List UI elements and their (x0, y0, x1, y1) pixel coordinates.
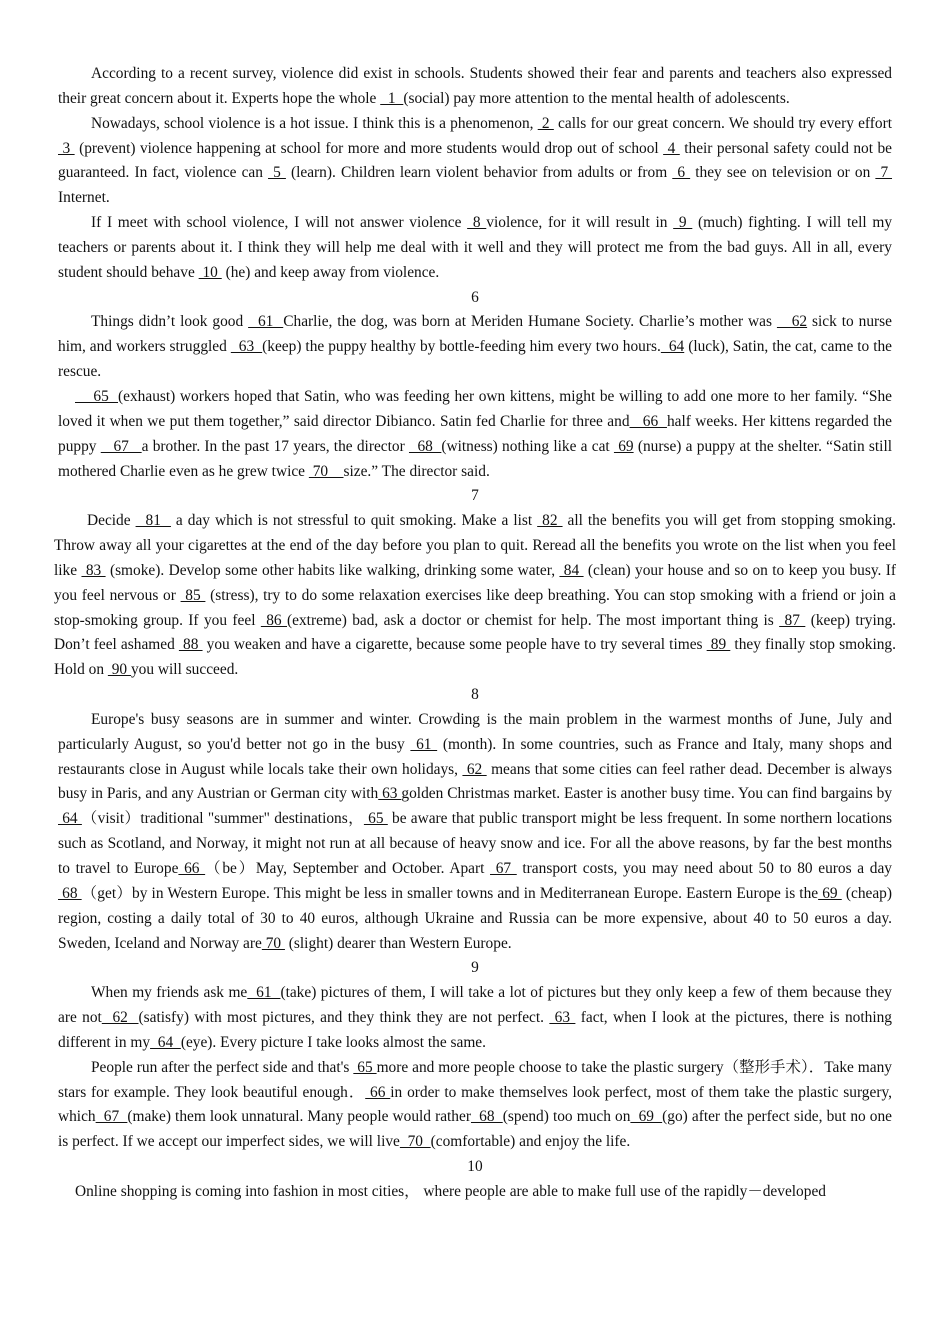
answer-blank: 69 (613, 437, 634, 455)
text-run: (social) pay more attention to the mental health of adolescents. (403, 89, 790, 107)
answer-blank: 68 (470, 1108, 503, 1126)
answer-blank: 70 (261, 934, 285, 952)
text-run: Online shopping is coming into fashion in most cities， where people are able to make full use of the rapidly－developed (75, 1182, 826, 1200)
answer-blank: 61 (410, 735, 438, 753)
text-run: means that some cities can feel rather dead. December is always busy in Paris, and any Austrian or German city with (58, 760, 892, 803)
text-run: sick to nurse him, and workers struggled (58, 313, 892, 356)
answer-blank: 65 (75, 387, 119, 405)
answer-blank: 66 (178, 860, 206, 877)
text-run: they see on television or on (690, 164, 876, 182)
answer-blank: 3 (58, 139, 75, 157)
paragraph (58, 211, 892, 286)
text-run: calls for our great concern. We should try every effort (553, 114, 892, 132)
section-number (0, 683, 950, 708)
paragraph (58, 62, 892, 112)
answer-blank: 87 (779, 611, 806, 629)
answer-blank: 1 (380, 89, 404, 107)
answer-blank: 70 (399, 1133, 431, 1151)
text-run: (clean) your house and so on to keep you busy. If you feel nervous or (54, 561, 896, 604)
text-run: Internet. (58, 189, 110, 207)
text-run: If I meet with school violence, I will not answer violence (91, 214, 468, 232)
section-number (0, 484, 950, 509)
answer-blank: 62 (462, 760, 487, 778)
text-run: (slight) dearer than Western Europe. (284, 934, 512, 952)
answer-blank: 89 (706, 636, 731, 654)
text-run: golden Christmas market. Easter is another busy time. You can find bargains by (401, 785, 893, 803)
text-run: fact, when I look at the pictures, there is nothing different in my (58, 1009, 892, 1051)
paragraph (58, 385, 892, 484)
text-run: be aware that public transport might be less frequent. In some northern locations such as Scotland, and Norway, it might not run at all because of heavy snow and ice. For all the above reasons, by far the best months to travel to Europe (58, 810, 893, 877)
text-run: （be）May, September and October. Apart (205, 860, 491, 877)
text-run: a brother. In the past 17 years, the director (141, 437, 409, 455)
text-run: violence, for it will result in (486, 214, 674, 232)
answer-blank: 10 (198, 263, 222, 281)
paragraph (58, 708, 892, 956)
section-number (0, 286, 950, 311)
text-run: 9 (471, 959, 479, 977)
answer-blank: 66 (629, 412, 667, 430)
answer-blank: 81 (135, 512, 171, 530)
text-run: (extreme) bad, ask a doctor or chemist for help. The most important thing is (287, 611, 780, 629)
text-run: (prevent) violence happening at school for more and more students would drop out of school (74, 139, 664, 157)
answer-blank: 68 (58, 884, 82, 902)
text-run: size.” The director said. (343, 462, 490, 480)
answer-blank: 83 (81, 561, 106, 579)
answer-blank: 70 (308, 462, 344, 480)
answer-blank: 6 (672, 164, 691, 182)
answer-blank: 63 (549, 1009, 576, 1027)
text-run: (take) pictures of them, I will take a lot of pictures but they only keep a few of them because they are not (58, 984, 892, 1027)
document-page (0, 62, 950, 1205)
text-run: (cheap) region, costing a daily total of 30 to 40 euros, although Ukraine and Russia can be more expensive, about 40 to 50 euros a day. Sweden, Iceland and Norway are (58, 884, 893, 952)
answer-blank: 65 (363, 810, 388, 828)
answer-blank: 86 (260, 611, 288, 629)
section-number (0, 956, 950, 981)
text-run: (stress), try to do some relaxation exercises like deep breathing. You can stop smoking with a friend or join a stop-smoking group. If you feel (54, 586, 896, 629)
text-run: （get）by in Western Europe. This might be less in smaller towns and in Mediterranean Europe. Eastern Europe is the (81, 884, 819, 902)
answer-blank: 62 (101, 1009, 139, 1027)
text-run: (nurse) a puppy at the shelter. “Satin still mothered Charlie even as he grew twice (58, 437, 892, 480)
text-run: (make) them look unnatural. Many people would rather (127, 1108, 471, 1126)
text-run: they finally stop smoking. Hold on (54, 636, 896, 679)
text-run: Europe's busy seasons are in summer and winter. Crowding is the main problem in the warmest months of June, July and particularly August, so you'd better not go in the busy (58, 710, 892, 753)
text-run: you weaken and have a cigarette, because some people have to try several times (202, 636, 707, 654)
text-run: their personal safety could not be guaranteed. In fact, violence can (58, 139, 893, 182)
text-run: in order to make themselves look perfect, most of them take the plastic surgery, which (58, 1083, 892, 1126)
text-run: all the benefits you will get from stopping smoking. Throw away all your cigarettes at the end of the day before you plan to quit. Reread all the benefits you wrote on the list when you feel like (54, 512, 896, 579)
paragraph (58, 310, 892, 385)
paragraph (58, 1056, 892, 1155)
text-run: (go) after the perfect side, but no one is perfect. If we accept our imperfect sides, we will live (58, 1108, 893, 1151)
text-run: (comfortable) and enjoy the life. (430, 1133, 631, 1151)
text-run: (he) and keep away from violence. (221, 263, 440, 281)
text-run: 7 (471, 487, 479, 505)
answer-blank: 88 (178, 636, 203, 654)
text-run: (month). In some countries, such as France and Italy, many shops and restaurants close in August while locals take their own holidays, (58, 735, 892, 778)
text-run: (smoke). Develop some other habits like walking, drinking some water, (105, 561, 560, 579)
answer-blank: 67 (490, 860, 517, 877)
text-run: half weeks. Her kittens regarded the puppy (58, 412, 892, 455)
text-run: According to a recent survey, violence did exist in schools. Students showed their fear and parents and teachers also expressed their great concern about it. Experts hope the whole (58, 65, 892, 107)
answer-blank: 69 (818, 884, 842, 902)
text-run: transport costs, you may need about 50 to 80 euros a day (516, 860, 892, 877)
answer-blank: 7 (875, 164, 893, 182)
text-run: When my friends ask me (91, 984, 248, 1002)
text-run: (luck), Satin, the cat, came to the rescue. (58, 338, 893, 381)
answer-blank: 8 (467, 214, 487, 232)
section-number (0, 1155, 950, 1180)
text-run: Nowadays, school violence is a hot issue. I think this is a phenomenon, (91, 114, 538, 132)
answer-blank: 64 (660, 338, 685, 356)
text-run: 8 (471, 686, 479, 704)
answer-blank: 69 (630, 1108, 663, 1126)
text-run: more and more people choose to take the plastic surgery（整形手术）．Take many stars for example. They look beautiful enough． (58, 1058, 892, 1101)
paragraph (58, 1180, 892, 1205)
answer-blank: 90 (107, 661, 131, 679)
text-run: 6 (471, 288, 479, 306)
answer-blank: 64 (58, 810, 82, 828)
answer-blank: 85 (180, 586, 206, 604)
answer-blank: 65 (353, 1058, 377, 1076)
answer-blank: 63 (378, 785, 402, 803)
answer-blank: 61 (247, 984, 281, 1002)
text-run: (keep) trying. Don’t feel ashamed (54, 611, 896, 654)
text-run: (witness) nothing like a cat (441, 437, 614, 455)
paragraph (58, 981, 892, 1056)
text-run: （visit）traditional "summer" destinations， (81, 810, 364, 828)
answer-blank: 67 (95, 1108, 128, 1126)
answer-blank: 84 (559, 561, 584, 579)
answer-blank: 63 (230, 338, 263, 356)
answer-blank: 62 (776, 313, 808, 331)
text-run: 10 (467, 1158, 483, 1176)
paragraph (54, 509, 896, 683)
text-run: (keep) the puppy healthy by bottle-feeding him every two hours. (262, 338, 661, 356)
answer-blank: 82 (537, 512, 563, 530)
answer-blank: 64 (150, 1033, 181, 1051)
text-run: Charlie, the dog, was born at Meriden Humane Society. Charlie’s mother was (283, 313, 777, 331)
answer-blank: 5 (268, 164, 286, 182)
answer-blank: 67 (100, 437, 142, 455)
text-run: People run after the perfect side and that's (91, 1058, 354, 1076)
answer-blank: 61 (248, 313, 284, 331)
text-run: you will succeed. (130, 661, 239, 679)
text-run: (learn). Children learn violent behavior from adults or from (285, 164, 673, 182)
text-run: (eye). Every picture I take looks almost the same. (180, 1033, 486, 1051)
answer-blank: 68 (408, 437, 442, 455)
paragraph (58, 112, 892, 211)
text-run: Decide (87, 512, 136, 530)
answer-blank: 4 (663, 139, 680, 157)
answer-blank: 66 (365, 1083, 391, 1101)
answer-blank: 9 (673, 214, 693, 232)
text-run: (satisfy) with most pictures, and they think they are not perfect. (138, 1009, 550, 1027)
text-run: (exhaust) workers hoped that Satin, who was feeding her own kittens, might be willing to add one more to her family. “She loved it when we put them together,” said director Dibianco. Satin fed Charlie for three and (58, 387, 892, 430)
text-run: (spend) too much on (502, 1108, 631, 1126)
answer-blank: 2 (537, 114, 554, 132)
text-run: (much) fighting. I will tell my teachers or parents about it. I think they will help me deal with it well and they will protect me from the bad guys. All in all, every student should behave (58, 214, 893, 281)
text-run: Things didn’t look good (91, 313, 249, 331)
text-run: a day which is not stressful to quit smoking. Make a list (170, 512, 538, 530)
